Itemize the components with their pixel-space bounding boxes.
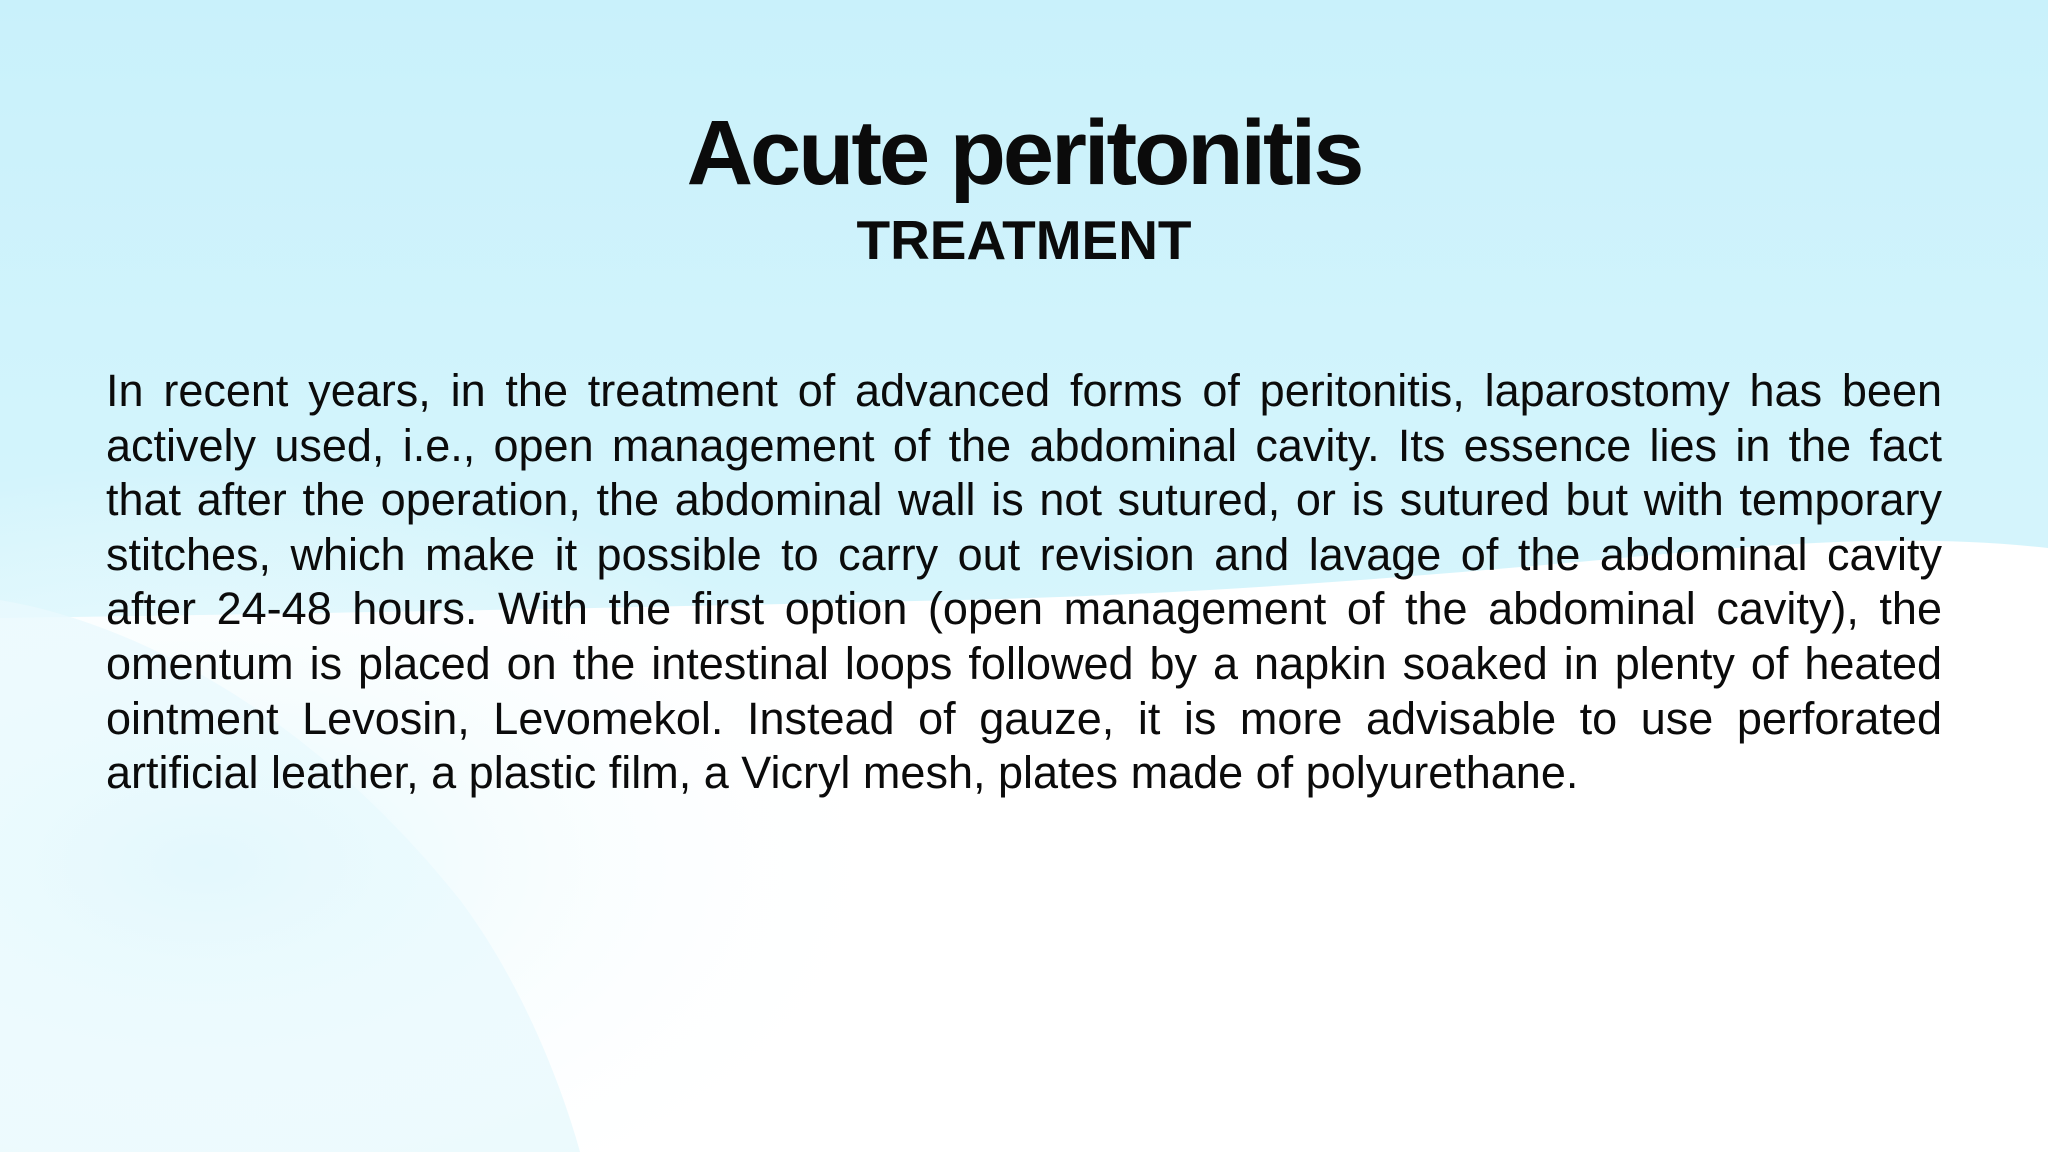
body-paragraph: In recent years, in the treatment of advanced forms of peritonitis, laparostomy has been actively used, i.e., open management of the abdominal cavity. Its essence lies in the fact that after the operation, the abdominal wall is not sutured, or is sutured but with temporary stitches, which make it possible to carry out revision and lavage of the abdominal cavity after 24-48 hours. With the first option (open management of the abdominal cavity), the omentum is placed on the intestinal loops followed by a napkin soaked in plenty of heated ointment Levosin, Levomekol. Instead of gauze, it is more advisable to use perforated artificial leather, a plastic film, a Vicryl mesh, plates made of polyurethane. [106,365,1942,799]
slide-title: Acute peritonitis [686,102,1362,204]
slide-subtitle: TREATMENT [856,209,1192,271]
